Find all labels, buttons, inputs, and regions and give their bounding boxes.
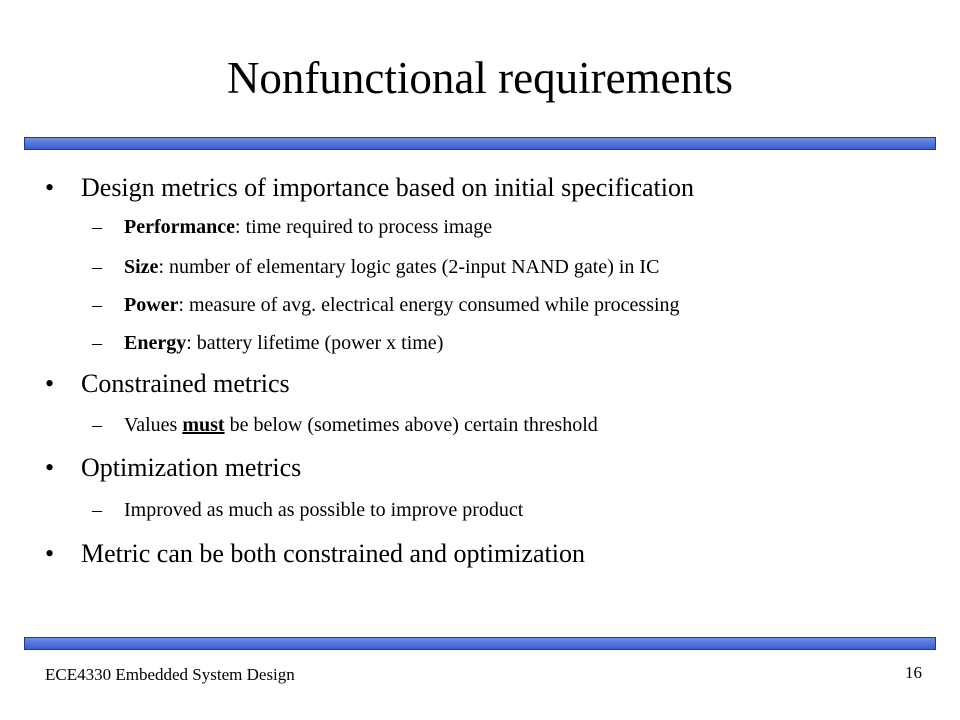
bullet-dot-icon: • (45, 539, 55, 568)
bullet-item (45, 172, 694, 204)
metric-description: : time required to process image (235, 216, 493, 238)
bullet-text: Constrained metrics (81, 369, 290, 398)
sub-bullet-item (92, 497, 523, 523)
sub-bullet-item (92, 330, 443, 356)
bullet-dot-icon: • (45, 173, 55, 202)
sub-bullet-text-before: Values (124, 414, 183, 436)
sub-bullet-item (92, 254, 659, 280)
metric-term: Energy (124, 332, 187, 354)
bullet-dot-icon: • (45, 369, 55, 398)
metric-description: : battery lifetime (power x time) (186, 332, 444, 354)
metric-description: : number of elementary logic gates (2-input NAND gate) in IC (158, 256, 660, 278)
dash-icon: – (92, 414, 102, 436)
page-number: 16 (905, 663, 922, 682)
dash-icon: – (92, 216, 102, 238)
bullet-item (45, 538, 585, 570)
metric-description: : measure of avg. electrical energy consumed while processing (178, 294, 680, 316)
emphasized-word: must (182, 414, 225, 436)
metric-term: Power (124, 294, 179, 316)
dash-icon: – (92, 499, 102, 521)
bullet-text: Design metrics of importance based on initial specification (81, 173, 694, 202)
metric-term: Performance (124, 216, 236, 238)
sub-bullet-text-after: be below (sometimes above) certain threshold (224, 414, 598, 436)
footer-course-title: ECE4330 Embedded System Design (45, 665, 295, 684)
dash-icon: – (92, 294, 102, 316)
sub-bullet-item (92, 292, 680, 318)
sub-bullet-text: Improved as much as possible to improve product (124, 499, 524, 521)
bullet-item (45, 368, 290, 400)
metric-term: Size (124, 256, 159, 278)
bullet-item (45, 452, 301, 484)
bullet-text: Optimization metrics (81, 453, 302, 482)
dash-icon: – (92, 332, 102, 354)
sub-bullet-item (92, 412, 598, 438)
dash-icon: – (92, 256, 102, 278)
footer-divider-bar (24, 637, 936, 650)
slide-title: Nonfunctional requirements (226, 53, 734, 103)
bullet-text: Metric can be both constrained and optimization (81, 539, 585, 568)
bullet-dot-icon: • (45, 453, 55, 482)
sub-bullet-item (92, 214, 492, 240)
